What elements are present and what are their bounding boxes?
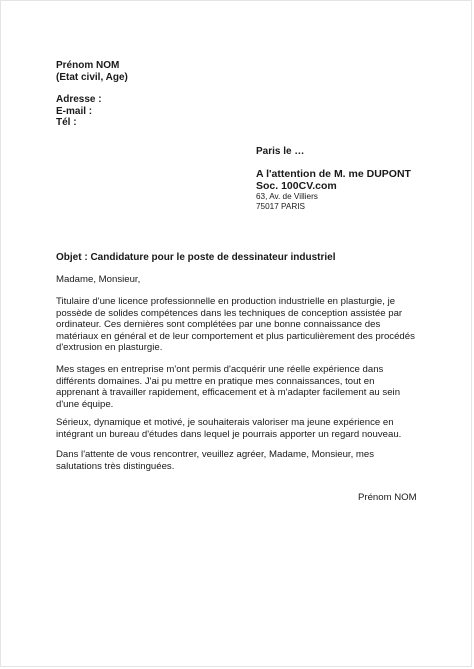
paragraph-line: salutations très distinguées. <box>56 460 175 472</box>
paragraph-line: d'extrusion en plasturgie. <box>56 342 163 354</box>
recipient-city: 75017 PARIS <box>256 202 306 211</box>
paragraph-line: apprenant à travailler rapidement, efficacement et à m'adapter facilement au sein <box>56 387 401 399</box>
recipient-street: 63, Av. de Villiers <box>256 192 318 201</box>
recipient-attention: A l'attention de M. me DUPONT <box>256 168 411 180</box>
sender-civil-status: (Etat civil, Age) <box>56 71 128 83</box>
paragraph-line: différents domaines. J'ai pu mettre en pratique mes connaissances, tout en <box>56 375 375 387</box>
recipient-company: Soc. 100CV.com <box>256 179 337 192</box>
paragraph-line: Titulaire d'une licence professionnelle en production industrielle en plasturgie, je <box>56 296 396 307</box>
sender-phone-label: Tél : <box>56 117 77 128</box>
subject-line: Objet : Candidature pour le poste de dessinateur industriel <box>56 252 336 263</box>
body-paragraph-2 <box>56 364 401 410</box>
signature: Prénom NOM <box>358 492 417 503</box>
sender-address-label: Adresse : <box>56 94 102 105</box>
paragraph-line: matériaux en général et de leur comportement et plus particulièrement des procédés <box>56 330 415 342</box>
place-date: Paris le … <box>256 146 305 157</box>
sender-name: Prénom NOM <box>56 60 120 71</box>
paragraph-line: Sérieux, dynamique et motivé, je souhaiterais valoriser ma jeune expérience en <box>56 417 394 428</box>
recipient-block <box>256 169 411 212</box>
paragraph-line: d'une équipe. <box>56 398 114 410</box>
paragraph-line: possède de solides compétences dans les techniques de conception assistée par <box>56 307 403 319</box>
paragraph-line: Dans l'attente de vous rencontrer, veuillez agréer, Madame, Monsieur, mes <box>56 449 375 460</box>
sender-block <box>56 60 128 129</box>
body-paragraph-4 <box>56 449 396 472</box>
paragraph-line: Mes stages en entreprise m'ont permis d'acquérir une réelle expérience dans <box>56 364 384 375</box>
salutation: Madame, Monsieur, <box>56 274 141 285</box>
paragraph-line: intégrant un bureau d'études dans lequel je pourrais apporter un regard nouveau. <box>56 428 402 440</box>
body-paragraph-3 <box>56 417 402 440</box>
paragraph-line: ordinateur. Ces dernières sont complétées par une bonne connaissance des <box>56 319 381 331</box>
body-paragraph-1 <box>56 296 415 354</box>
sender-email-label: E-mail : <box>56 105 93 117</box>
